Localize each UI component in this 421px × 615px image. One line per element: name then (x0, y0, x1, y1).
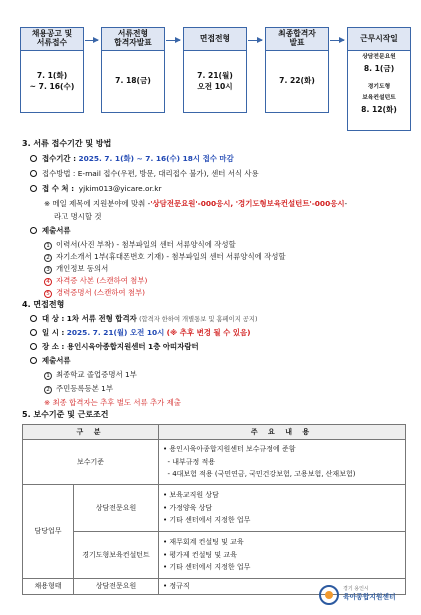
row-label-type: 채용형태 (23, 579, 74, 595)
number-circle-icon: 5 (44, 290, 52, 298)
flow-step-5-title: 근무시작일 (348, 28, 410, 51)
bullet-circle-icon (30, 315, 37, 322)
logo-line-1: 경기 용인시 (343, 586, 369, 592)
interview-date-line: 일 시 : 2025. 7. 21(월) 오전 10시 (※ 추후 변경 될 수 있음) (30, 328, 251, 337)
bullet-circle-icon (30, 343, 37, 350)
start-date-consultant: 8. 12(화) (361, 105, 397, 114)
bullet-circle-icon (30, 170, 37, 177)
list-item: - 내부규정 적용 (163, 457, 215, 466)
doc-item-text: 개인정보 동의서 (56, 264, 109, 273)
number-circle-icon: 1 (44, 372, 52, 380)
method-line: 접수방법 : E-mail 접수(우편, 방문, 대리접수 불가), 센터 서식 사용 (30, 169, 259, 178)
number-circle-icon: 2 (44, 254, 52, 262)
section-3-title: 3. 서류 접수기간 및 방법 (22, 139, 112, 148)
arrow-icon (85, 40, 98, 41)
flow-step-2-date: 7. 18(금) (115, 76, 151, 86)
flow-step-4 (265, 27, 329, 113)
email-address[interactable]: yjkim013@yicare.or.kr (78, 184, 162, 193)
doc-item-text: 자기소개서 1부(휴대폰번호 기재) - 첨부파일의 센터 서류양식에 작성할 (56, 252, 286, 261)
bullet-circle-icon (30, 329, 37, 336)
doc-item-text: 최종학교 졸업증명서 1부 (56, 370, 137, 379)
flow-step-3-title: 면접전형 (184, 28, 246, 51)
list-item: • 정규직 (163, 582, 190, 591)
logo-icon (318, 584, 340, 606)
subject-note: ※ 메일 제목에 지원분야에 맞춰 -'상담전문요원'-000응시, '경기도형보육컨설턴트'-000응시- (44, 199, 348, 208)
bullet-circle-icon (30, 357, 37, 364)
doc-item-text: 자격증 사본 (스캔하여 첨부) (56, 276, 148, 285)
doc-item (44, 370, 137, 380)
number-circle-icon: 3 (44, 266, 52, 274)
row-label-duty: 담당업무 (23, 485, 74, 579)
flow-step-3-time: 오전 10시 (197, 82, 233, 91)
duty-consultant-label: 경기도형보육컨설턴트 (74, 532, 159, 579)
email-line: 접 수 처 : yjkim013@yicare.or.kr (30, 184, 162, 193)
flow-step-2 (101, 27, 165, 113)
arrow-icon (330, 40, 344, 41)
period-line: 접수기간 : 2025. 7. 1(화) ~ 7. 16(수) 18시 접수 마감 (30, 154, 234, 163)
table-header-category: 구 분 (23, 425, 159, 440)
list-item: - 4대보험 적용 (국민연금, 국민건강보험, 고용보험, 산재보험) (163, 470, 356, 479)
duty-consultant-content (159, 532, 406, 579)
duty-counselor-label: 상담전문요원 (74, 485, 159, 532)
flow-step-2-title: 서류전형 합격자발표 (102, 28, 164, 51)
table-header-content: 주 요 내 용 (159, 425, 406, 440)
pay-content (159, 440, 406, 485)
recruitment-flow (0, 0, 421, 140)
flow-step-1 (20, 27, 84, 113)
doc-item-text: 주민등록등본 1부 (56, 384, 114, 393)
list-item: • 보육교직원 상담 (163, 490, 219, 499)
list-item: • 기타 센터에서 지정한 업무 (163, 563, 251, 572)
bullet-circle-icon (30, 227, 37, 234)
flow-step-4-date: 7. 22(화) (279, 76, 315, 86)
interview-place-line: 장 소 : 용인시육아종합지원센터 1층 아띠자람터 (30, 342, 199, 351)
section-5-title: 5. 보수기준 및 근로조건 (22, 410, 109, 419)
arrow-icon (248, 40, 262, 41)
doc-item (44, 252, 286, 262)
number-circle-icon: 1 (44, 242, 52, 250)
doc-item (44, 288, 145, 298)
doc-item-text: 이력서(사진 부착) - 첨부파일의 센터 서류양식에 작성할 (56, 240, 236, 249)
period-value: 2025. 7. 1(화) ~ 7. 16(수) 18시 접수 마감 (78, 154, 234, 163)
start-label-consultant-2: 보육컨설턴트 (362, 95, 396, 101)
duty-counselor-content (159, 485, 406, 532)
flow-step-3-date: 7. 21(월) (197, 70, 233, 80)
subject-note-format: '상담전문요원'-000응시, '경기도형보육컨설턴트'-000응시 (150, 199, 345, 208)
conditions-table (22, 424, 406, 595)
arrow-icon (166, 40, 180, 41)
flow-step-1-title: 채용공고 및 서류접수 (21, 28, 83, 51)
docs-title: 제출서류 (30, 226, 71, 235)
interview-docs-title: 제출서류 (30, 356, 71, 365)
doc-item (44, 276, 147, 286)
doc-item (44, 264, 108, 274)
interview-target-line: 대 상 : 1차 서류 전형 합격자 (합격자 한하여 개별통보 및 홈페이지 공지) (30, 314, 257, 324)
number-circle-icon: 2 (44, 386, 52, 394)
start-label-counselor: 상담전문요원 (362, 54, 396, 60)
start-label-consultant-1: 경기도형 (367, 84, 391, 90)
logo-line-2: 육아종합지원센터 (343, 593, 396, 601)
section-4-title: 4. 면접전형 (22, 300, 65, 309)
list-item: • 용인시육아종합지원센터 보수규정에 준함 (163, 444, 296, 453)
doc-item (44, 384, 113, 394)
interview-note: ※ 최종 합격자는 추후 별도 서류 추가 제출 (44, 398, 181, 407)
doc-item-text: 경력증명서 (스캔하여 첨부) (56, 288, 145, 297)
type-counselor-label: 상담전문요원 (74, 579, 159, 595)
doc-item (44, 240, 236, 250)
row-label-pay: 보수기준 (23, 440, 159, 485)
flow-step-3 (183, 27, 247, 113)
subject-note-end: 라고 명시할 것 (54, 212, 102, 221)
bullet-circle-icon (30, 185, 37, 192)
bullet-circle-icon (30, 155, 37, 162)
flow-step-5 (347, 27, 411, 131)
flow-step-1-date: 7. 1(화) (36, 70, 68, 80)
flow-step-4-title: 최종합격자 발표 (266, 28, 328, 51)
start-date-counselor: 8. 1(금) (363, 64, 395, 73)
number-circle-icon: 4 (44, 278, 52, 286)
list-item: • 가정양육 상담 (163, 503, 213, 512)
flow-step-1-date-end: ~ 7. 16(수) (29, 82, 75, 91)
list-item: • 재무회계 컨설팅 및 교육 (163, 537, 244, 546)
center-logo (318, 584, 410, 606)
list-item: • 기타 센터에서 지정한 업무 (163, 516, 251, 525)
list-item: • 평가제 컨설팅 및 교육 (163, 550, 237, 559)
